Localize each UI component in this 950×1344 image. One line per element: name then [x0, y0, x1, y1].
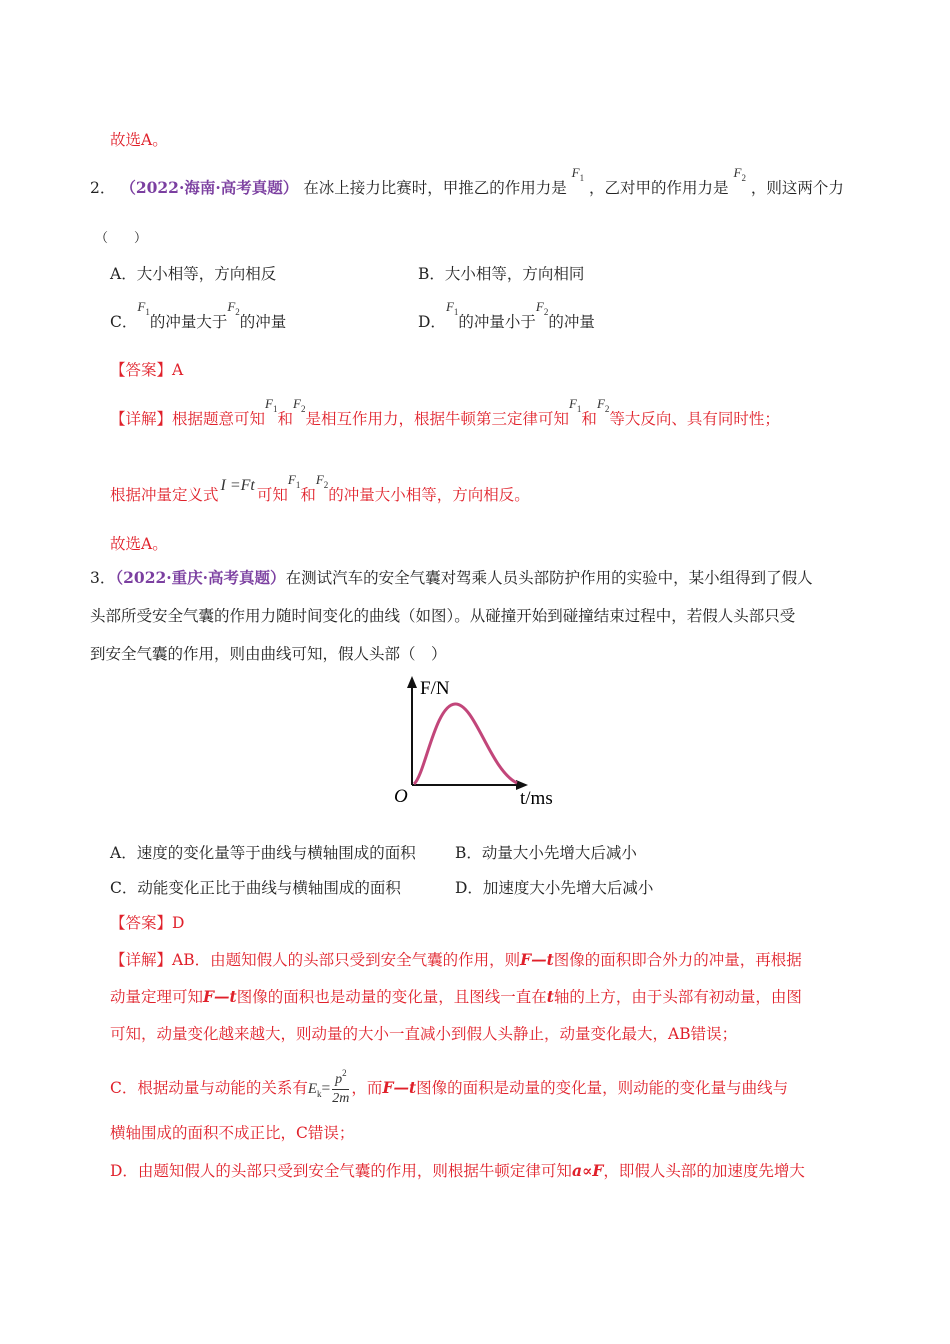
- q3-answer: [110, 912, 184, 934]
- q3-option-a: A．速度的变化量等于曲线与横轴围成的面积: [110, 844, 416, 862]
- momentum-fraction: $\frac{p^2}{2m}$: [332, 1067, 350, 1106]
- q2-detail-f2-b: $F_2$: [596, 396, 610, 414]
- q2-detail-tag: 【详解】: [110, 410, 173, 428]
- q3-detail-line-3: 可知，动量变化越来越大，则动量的大小一直减小到假人头静止，动量变化最大，AB错误；: [110, 1025, 738, 1043]
- force-curve: [414, 704, 517, 784]
- q3-stem-line-2: 头部所受安全气囊的作用力随时间变化的曲线（如图）。从碰撞开始到碰撞结束过程中，若假人头部只受: [90, 607, 796, 625]
- q2-detail-and-a: 和: [277, 410, 293, 428]
- y-axis-label: F/N: [420, 678, 450, 699]
- q2-answer: [110, 359, 183, 381]
- q2-detail-f1-b: $F_1$: [568, 396, 582, 414]
- q2-source: （2022·海南·高考真题）: [120, 178, 299, 197]
- q3-detail-line-6: [110, 1160, 805, 1182]
- q3-stem-1: 在测试汽车的安全气囊对驾乘人员头部防护作用的实验中，某小组得到了假人: [285, 569, 813, 587]
- q2-detail-f1-c: $F_1$: [287, 472, 301, 490]
- ek-symbol: $E_k$: [307, 1081, 322, 1099]
- q3-d4-c: 图像的面积是动量的变化量，则动能的变化量与曲线与: [416, 1079, 789, 1097]
- q3-detail-line-4: [110, 1068, 788, 1110]
- q2-detail-2b: 可知: [256, 486, 288, 504]
- q2-option-c-end: 的冲量: [239, 313, 287, 331]
- q3-stem-line-3: 到安全气囊的作用，则由曲线可知，假人头部（ ）: [90, 645, 447, 663]
- q2-detail-2a: 根据冲量定义式: [110, 486, 219, 504]
- q2-option-d: [418, 299, 595, 335]
- q3-d1-b: 图像的面积即合外力的冲量，再根据: [553, 951, 802, 969]
- q3-ft-3: F—t: [382, 1078, 417, 1097]
- q2-detail-line-2: [110, 472, 530, 508]
- q2-detail-1a: 根据题意可知: [172, 410, 266, 428]
- q2-detail-f1-a: $F_1$: [265, 396, 278, 414]
- q3-answer-value: D: [172, 914, 185, 932]
- q3-d6-a: D．由题知假人的头部只受到安全气囊的作用，则根据牛顿定律可知: [110, 1162, 572, 1180]
- y-axis-arrow: [407, 676, 417, 688]
- q3-detail-tag: 【详解】: [110, 951, 173, 969]
- q3-option-c: C．动能变化正比于曲线与横轴围成的面积: [110, 879, 401, 897]
- q3-stem-line-1: [90, 567, 813, 589]
- q3-detail-line-2: [110, 986, 802, 1008]
- q2-answer-value: A: [172, 361, 184, 379]
- q3-d1-a: AB．由题知假人的头部只受到安全气囊的作用，则: [172, 951, 521, 969]
- q2-option-b: B．大小相等，方向相同: [418, 265, 585, 283]
- q2-detail-and-b: 和: [581, 410, 597, 428]
- q2-option-d-mid: 的冲量小于: [458, 313, 536, 331]
- q2-option-d-f2: $F_2$: [535, 299, 549, 317]
- q3-detail-line-5: 横轴围成的面积不成正比，C错误；: [110, 1124, 355, 1142]
- q3-d2-b: 图像的面积也是动量的变化量，且图线一直在: [236, 988, 547, 1006]
- q2-detail-f2-a: $F_2$: [293, 396, 306, 414]
- q2-detail-1b: 是相互作用力，根据牛顿第三定律可知: [305, 410, 569, 428]
- q2-f2-symbol: $F_2$: [733, 165, 746, 183]
- q3-d4-a: C．根据动量与动能的关系有: [110, 1079, 308, 1097]
- q2-option-d-f1: $F_1$: [445, 299, 459, 317]
- q2-detail-1c: 等大反向、具有同时性；: [609, 410, 780, 428]
- q2-answer-tag: 【答案】: [110, 361, 173, 379]
- q3-detail-line-1: [110, 949, 802, 971]
- q2-conclusion: 故选A。: [110, 535, 168, 553]
- impulse-formula: I =Ft: [220, 477, 255, 494]
- q2-detail-2c: 的冲量大小相等，方向相反。: [328, 486, 530, 504]
- q2-option-a: A．大小相等，方向相反: [110, 265, 277, 283]
- x-axis-label: t/ms: [520, 788, 553, 809]
- q2-stem: [90, 165, 844, 201]
- q3-number: 3．: [90, 569, 116, 587]
- q2-stem-a: 在冰上接力比赛时，甲推乙的作用力是: [303, 179, 567, 197]
- q2-option-c-f1: $F_1$: [137, 299, 150, 317]
- q2-stem-b: ，乙对甲的作用力是: [589, 179, 729, 197]
- q3-option-d: D．加速度大小先增大后减小: [455, 879, 654, 897]
- q2-stem-c: ，则这两个力: [750, 179, 844, 197]
- q2-option-d-label: D．: [418, 313, 446, 331]
- q3-d2-c: 轴的上方，由于头部有初动量，由图: [553, 988, 802, 1006]
- q3-source: （2022·重庆·高考真题）: [115, 568, 286, 587]
- q2-number: 2．: [90, 179, 116, 197]
- q2-detail-f2-c: $F_2$: [315, 472, 329, 490]
- q2-bracket: （ ）: [95, 231, 148, 246]
- q3-d4-b: ，而: [351, 1079, 383, 1097]
- q2-option-c-f2: $F_2$: [227, 299, 240, 317]
- q3-option-b: B．动量大小先增大后减小: [455, 844, 637, 862]
- q2-option-c-label: C．: [110, 313, 138, 331]
- a-proportional-f: a∝F: [571, 1161, 604, 1180]
- q3-t-letter: t: [546, 987, 554, 1006]
- q3-d2-a: 动量定理可知: [110, 988, 204, 1006]
- q3-answer-tag: 【答案】: [110, 914, 173, 932]
- q3-ft-1: F—t: [520, 950, 554, 969]
- q2-option-c: [110, 299, 287, 335]
- q1-conclusion: 故选A。: [110, 131, 168, 149]
- q2-detail-line-1: [110, 396, 780, 432]
- q3-d6-b: ，即假人头部的加速度先增大: [603, 1162, 805, 1180]
- q2-option-d-end: 的冲量: [548, 313, 595, 331]
- q3-ft-2: F—t: [203, 987, 237, 1006]
- q2-option-c-mid: 的冲量大于: [149, 313, 228, 331]
- equals-sign: =: [321, 1080, 331, 1097]
- q2-f1-symbol: $F_1$: [571, 165, 585, 183]
- origin-label: O: [394, 786, 408, 807]
- force-time-graph: [380, 670, 580, 815]
- q2-detail-and-c: 和: [300, 486, 316, 504]
